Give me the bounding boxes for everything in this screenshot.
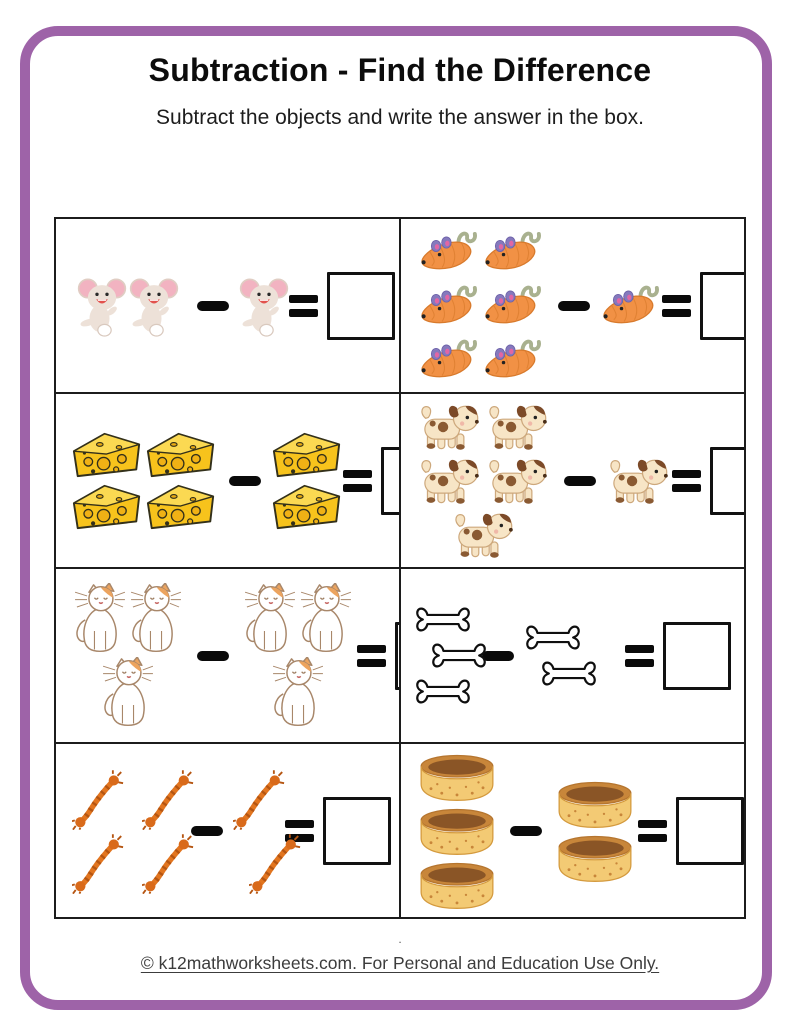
puppy-icon [417, 401, 483, 453]
cat-icon [101, 657, 155, 729]
problem-cell-2 [400, 218, 745, 393]
answer-box[interactable] [381, 447, 400, 515]
subtrahend-group [239, 275, 289, 337]
equals-sign [357, 645, 386, 667]
toy-mouse-icon [600, 280, 662, 332]
minuend-group [69, 430, 219, 532]
cheese-icon [271, 430, 343, 480]
rope-toy-icon [142, 768, 194, 830]
answer-box[interactable] [700, 272, 745, 340]
minus-sign [229, 476, 261, 486]
toy-mouse-icon [418, 334, 480, 386]
minus-sign [197, 301, 229, 311]
problem-cell-7 [55, 743, 400, 918]
bone-icon [414, 603, 472, 636]
problem-cell-4 [400, 393, 745, 568]
minuend-group [414, 226, 548, 386]
footer-copyright-link[interactable]: © k12mathworksheets.com. For Personal and Education Use Only. [140, 953, 660, 973]
problem-cell-1 [55, 218, 400, 393]
toy-mouse-icon [418, 226, 480, 278]
subtrahend-group [552, 778, 638, 884]
equals-sign [343, 470, 372, 492]
mouse-icon [239, 275, 289, 337]
rope-toy-icon [142, 832, 194, 894]
minuend-group [69, 275, 187, 337]
toy-mouse-icon [482, 226, 544, 278]
bone-icon [540, 657, 598, 690]
minuend-group [69, 768, 181, 894]
cat-icon [243, 583, 297, 655]
puppy-icon [606, 455, 672, 507]
footer-dot: . [398, 932, 402, 946]
minus-sign [558, 301, 590, 311]
minus-sign [191, 826, 223, 836]
answer-box[interactable] [327, 272, 395, 340]
dog-bed-icon [552, 778, 638, 830]
cat-icon [299, 583, 353, 655]
dog-bed-icon [414, 805, 500, 857]
equals-sign [672, 470, 701, 492]
subtrahend-group [271, 430, 343, 532]
cat-icon [129, 583, 183, 655]
cheese-icon [71, 482, 143, 532]
dog-bed-icon [414, 859, 500, 911]
problem-cell-8 [400, 743, 745, 918]
cheese-icon [271, 482, 343, 532]
puppy-icon [485, 401, 551, 453]
puppy-icon [451, 509, 517, 561]
problem-cell-3 [55, 393, 400, 568]
page-instructions: Subtract the objects and write the answer in the box. [156, 106, 644, 129]
mouse-icon [77, 275, 127, 337]
answer-box[interactable] [663, 622, 731, 690]
subtrahend-group [606, 455, 672, 507]
answer-box[interactable] [323, 797, 391, 865]
bone-icon [430, 639, 488, 672]
rope-toy-icon [72, 832, 124, 894]
bone-icon [524, 621, 582, 654]
equals-sign [638, 820, 667, 842]
cheese-icon [71, 430, 143, 480]
cat-icon [271, 657, 325, 729]
rope-toy-icon [249, 832, 301, 894]
minuend-group [414, 401, 554, 561]
problem-cell-6 [400, 568, 745, 743]
dog-bed-icon [552, 832, 638, 884]
answer-box[interactable] [676, 797, 744, 865]
toy-mouse-icon [482, 334, 544, 386]
rope-toy-icon [233, 768, 285, 830]
problems-grid [54, 217, 746, 919]
cheese-icon [145, 482, 217, 532]
dog-bed-icon [414, 751, 500, 803]
minuend-group [414, 603, 472, 708]
subtrahend-group [524, 621, 582, 690]
cat-icon [73, 583, 127, 655]
subtrahend-group [233, 768, 285, 894]
problem-cell-5 [55, 568, 400, 743]
toy-mouse-icon [482, 280, 544, 332]
minus-sign [197, 651, 229, 661]
minus-sign [564, 476, 596, 486]
equals-sign [625, 645, 654, 667]
answer-box[interactable] [710, 447, 745, 515]
mouse-icon [129, 275, 179, 337]
minuend-group [414, 751, 500, 911]
bone-icon [414, 675, 472, 708]
cheese-icon [145, 430, 217, 480]
puppy-icon [485, 455, 551, 507]
puppy-icon [417, 455, 483, 507]
minuend-group [69, 583, 187, 729]
toy-mouse-icon [418, 280, 480, 332]
rope-toy-icon [72, 768, 124, 830]
equals-sign [289, 295, 318, 317]
equals-sign [662, 295, 691, 317]
page-title: Subtraction - Find the Difference [148, 52, 652, 88]
minus-sign [510, 826, 542, 836]
subtrahend-group [239, 583, 357, 729]
subtrahend-group [600, 280, 662, 332]
